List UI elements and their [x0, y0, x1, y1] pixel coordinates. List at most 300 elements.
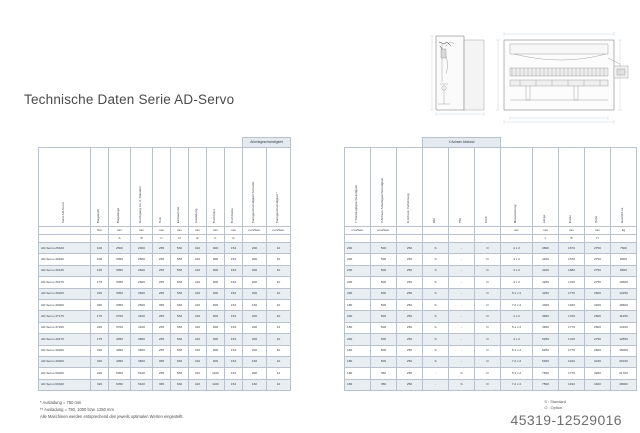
left_table-cell-r1-c10: 10: [267, 254, 291, 265]
right_table-cell-r5-c1: 500: [371, 299, 397, 310]
left_table-cell-r10-c10: 10: [267, 356, 291, 367]
left-letter-8: G: [225, 235, 243, 243]
left_table-cell-r6-c9: 200: [243, 311, 267, 322]
right_table-cell-r10-c5: O: [475, 356, 501, 367]
right-unit-1: mm/Sek.: [371, 227, 397, 235]
right_table-cell-r9-c10: 15000: [611, 345, 637, 356]
left_table-cell-r7-c10: 12: [267, 322, 291, 333]
right_table-cell-r6-c3: S: [423, 311, 449, 322]
left_table-cell-r0-c8: 154: [225, 243, 243, 254]
right_table-cell-r12-c9: 3460: [585, 379, 611, 390]
right_table-cell-r11-c5: O: [475, 368, 501, 379]
left_table-cell-r11-c8: 154: [225, 368, 243, 379]
table-row: [345, 322, 637, 333]
left-col-head-4: Hub: [153, 148, 171, 227]
table-row: [39, 265, 291, 276]
right_table-cell-r3-c0: 200: [345, 277, 371, 288]
right-col-head-1: X Achsen Arbeitsgeschwindigkeit: [371, 148, 397, 227]
right_table-cell-r11-c7: 7500: [533, 368, 559, 379]
table-row: [39, 277, 291, 288]
right_table-cell-r2-c6: 4 x 2: [501, 265, 533, 276]
right-letter-2: [397, 235, 423, 243]
right-unit-3: [423, 227, 449, 235]
right_table-cell-r6-c7: 4950: [533, 311, 559, 322]
left-unit-row: [39, 227, 291, 235]
right_table-cell-r10-c8: 1910: [559, 356, 585, 367]
left_table-cell-r12-c8: 154: [225, 379, 243, 390]
right_table-cell-r12-c8: 1910: [559, 379, 585, 390]
left_table-cell-r11-c0: AD-Servo 60220: [39, 368, 91, 379]
right_table-cell-r7-c4: -: [449, 322, 475, 333]
left_table-cell-r7-c7: 900: [207, 322, 225, 333]
table-row: [345, 265, 637, 276]
left_table-cell-r10-c1: 320: [91, 356, 109, 367]
right-letter-row: [345, 235, 637, 243]
left_table-cell-r6-c1: 175: [91, 311, 109, 322]
left_table-cell-r9-c10: 10: [267, 345, 291, 356]
left_table-cell-r7-c1: 220: [91, 322, 109, 333]
table-row: [39, 243, 291, 254]
left_table-cell-r8-c0: AD-Servo 40175: [39, 334, 91, 345]
right-letter-6: [501, 235, 533, 243]
left_table-cell-r2-c0: AD-Servo 30135: [39, 265, 91, 276]
table-row: [345, 356, 637, 367]
right_table-cell-r4-c4: -: [449, 288, 475, 299]
table-row: [345, 288, 637, 299]
left_table-cell-r9-c4: 265: [153, 345, 171, 356]
right-unit-0: mm/Sek.: [345, 227, 371, 235]
table-row: [345, 334, 637, 345]
left_table-cell-r7-c3: 3100: [131, 322, 153, 333]
left-letter-4: C: [153, 235, 171, 243]
right_table-cell-r11-c3: -: [423, 368, 449, 379]
right_table-cell-r0-c2: 250: [397, 243, 423, 254]
right_table-cell-r12-c0: 180: [345, 379, 371, 390]
right_table-cell-r8-c8: 1700: [559, 334, 585, 345]
right_table-cell-r8-c10: 12850: [611, 334, 637, 345]
left_table-cell-r5-c8: 154: [225, 299, 243, 310]
left_table-cell-r4-c8: 154: [225, 288, 243, 299]
left_table-cell-r5-c0: AD-Servo 30320: [39, 299, 91, 310]
right-letter-10: [611, 235, 637, 243]
left_table-cell-r8-c9: 200: [243, 334, 267, 345]
left_table-cell-r6-c10: 10: [267, 311, 291, 322]
left_table-cell-r10-c9: 160: [243, 356, 267, 367]
right_table-cell-r9-c2: 250: [397, 345, 423, 356]
page-title: Technische Daten Serie AD-Servo: [24, 92, 235, 107]
right_table-cell-r3-c10: 10600: [611, 277, 637, 288]
right_table-cell-r12-c5: O: [475, 379, 501, 390]
left_table-cell-r1-c2: 3050: [109, 254, 131, 265]
right_table-cell-r4-c1: 500: [371, 288, 397, 299]
left_table-cell-r5-c4: 365: [153, 299, 171, 310]
right_table-cell-r3-c8: 1700: [559, 277, 585, 288]
table-row: [39, 254, 291, 265]
table-row: [39, 288, 291, 299]
right_table-cell-r1-c4: -: [449, 254, 475, 265]
left_table-cell-r1-c3: 2600: [131, 254, 153, 265]
left-unit-10: mm/Sek.: [267, 227, 291, 235]
right-unit-2: [397, 227, 423, 235]
right-group-spacer-left: [345, 138, 423, 148]
right_table-cell-r3-c4: -: [449, 277, 475, 288]
left_table-cell-r1-c4: 265: [153, 254, 171, 265]
left_table-cell-r4-c10: 10: [267, 288, 291, 299]
right_table-cell-r0-c0: 200: [345, 243, 371, 254]
right_table-cell-r8-c4: -: [449, 334, 475, 345]
footnote-line-2: ** Ausladung = 750, 1000 bzw. 1250 mm: [40, 407, 114, 413]
footnote-line-3: Alle Maschinen werden entsprechend den jeweils optimalen Werten eingestellt.: [40, 414, 184, 420]
machine-drawing-svg: [424, 22, 636, 126]
left_table-cell-r3-c4: 265: [153, 277, 171, 288]
right_table-cell-r6-c9: 2800: [585, 311, 611, 322]
right_table-cell-r10-c4: -: [449, 356, 475, 367]
left_table-cell-r8-c4: 265: [153, 334, 171, 345]
right_table-cell-r3-c2: 250: [397, 277, 423, 288]
right-unit-row: [345, 227, 637, 235]
right_table-cell-r3-c1: 500: [371, 277, 397, 288]
right_table-cell-r11-c0: 180: [345, 368, 371, 379]
left_table-cell-r5-c1: 320: [91, 299, 109, 310]
table-row: [345, 379, 637, 390]
right_table-cell-r4-c6: 5.1 x 2: [501, 288, 533, 299]
right_table-cell-r5-c5: O: [475, 299, 501, 310]
left_table-cell-r11-c7: 1100: [207, 368, 225, 379]
right_table-cell-r6-c4: -: [449, 311, 475, 322]
left_table-cell-r7-c2: 3700: [109, 322, 131, 333]
left_table-cell-r11-c9: 200: [243, 368, 267, 379]
left_table-cell-r5-c9: 160: [243, 299, 267, 310]
right_table-cell-r1-c6: 4 x 2: [501, 254, 533, 265]
right_table-cell-r2-c0: 200: [345, 265, 371, 276]
right_table-cell-r1-c7: 4200: [533, 254, 559, 265]
left_table-cell-r4-c2: 3050: [109, 288, 131, 299]
left_table-cell-r2-c4: 265: [153, 265, 171, 276]
right_table-cell-r6-c6: 4 x 2: [501, 311, 533, 322]
left-letter-1: [91, 235, 109, 243]
right-letter-4: [449, 235, 475, 243]
left_table-cell-r12-c9: 160: [243, 379, 267, 390]
left-letter-2: A: [109, 235, 131, 243]
left_table-cell-r11-c2: 6050: [109, 368, 131, 379]
left_table-cell-r4-c0: AD-Servo 30220: [39, 288, 91, 299]
right_table-cell-r6-c5: O: [475, 311, 501, 322]
left_table-cell-r7-c9: 200: [243, 322, 267, 333]
left-unit-5: mm: [171, 227, 189, 235]
right_table-cell-r5-c4: -: [449, 299, 475, 310]
right-letter-7: L: [533, 235, 559, 243]
right_table-cell-r0-c4: -: [449, 243, 475, 254]
press-brake-technical-drawing: [424, 22, 636, 126]
right-unit-4: [449, 227, 475, 235]
left_table-cell-r8-c7: 900: [207, 334, 225, 345]
left_table-cell-r12-c1: 320: [91, 379, 109, 390]
right_table-cell-r8-c3: S: [423, 334, 449, 345]
left_table-cell-r3-c10: 10: [267, 277, 291, 288]
right_table-cell-r11-c1: 350: [371, 368, 397, 379]
right-col-head-3: 650: [423, 148, 449, 227]
right-letter-8: B: [559, 235, 585, 243]
right_table-cell-r8-c7: 5250: [533, 334, 559, 345]
right_table-cell-r3-c7: 4250: [533, 277, 559, 288]
left_table-cell-r3-c5: 530: [171, 277, 189, 288]
right_table-cell-r4-c8: 1770: [559, 288, 585, 299]
left-letter-5: D: [171, 235, 189, 243]
left-letter-3: B: [131, 235, 153, 243]
left_table-cell-r4-c3: 2600: [131, 288, 153, 299]
right_table-cell-r9-c3: S: [423, 345, 449, 356]
right-col-head-4: 750: [449, 148, 475, 227]
left-group-header-row: [39, 138, 291, 148]
right_table-cell-r3-c5: O: [475, 277, 501, 288]
left_table-cell-r0-c2: 2500: [109, 243, 131, 254]
right_table-cell-r1-c3: S: [423, 254, 449, 265]
table-row: [39, 322, 291, 333]
left_table-cell-r4-c6: 410: [189, 288, 207, 299]
right_table-cell-r4-c7: 4250: [533, 288, 559, 299]
left_table-cell-r9-c9: 200: [243, 345, 267, 356]
left_table-cell-r10-c6: 410: [189, 356, 207, 367]
right_table-cell-r0-c7: 3800: [533, 243, 559, 254]
right_table-cell-r7-c8: 1770: [559, 322, 585, 333]
right_table-cell-r0-c8: 1670: [559, 243, 585, 254]
right_table-cell-r8-c0: 200: [345, 334, 371, 345]
right-unit-6: kw: [501, 227, 533, 235]
right-col-head-2: R Achsen Verfahrweg: [397, 148, 423, 227]
right_table-cell-r12-c1: 350: [371, 379, 397, 390]
right_table-cell-r1-c2: 250: [397, 254, 423, 265]
right_table-cell-r8-c1: 500: [371, 334, 397, 345]
left-unit-4: mm: [153, 227, 171, 235]
legend: [544, 399, 566, 412]
left_table-cell-r3-c3: 2600: [131, 277, 153, 288]
right_table-cell-r4-c0: 200: [345, 288, 371, 299]
right_table-cell-r0-c9: 2750: [585, 243, 611, 254]
right_table-cell-r1-c9: 2750: [585, 254, 611, 265]
right_table-cell-r0-c6: 4 x 2: [501, 243, 533, 254]
right_table-cell-r7-c10: 14100: [611, 322, 637, 333]
left_table-cell-r2-c9: 200: [243, 265, 267, 276]
right_table-cell-r9-c0: 180: [345, 345, 371, 356]
left_table-cell-r6-c6: 410: [189, 311, 207, 322]
right_table-cell-r7-c0: 180: [345, 322, 371, 333]
right_table-cell-r5-c3: S: [423, 299, 449, 310]
right_table-cell-r1-c0: 200: [345, 254, 371, 265]
left_table-cell-r3-c2: 3050: [109, 277, 131, 288]
left_table-cell-r10-c8: 154: [225, 356, 243, 367]
left-col-head-1: Biegekraft: [91, 148, 109, 227]
right_table-cell-r5-c8: 1920: [559, 299, 585, 310]
right-letter-9: H: [585, 235, 611, 243]
right_table-cell-r7-c2: 250: [397, 322, 423, 333]
right-letter-1: [371, 235, 397, 243]
right_table-cell-r2-c10: 8600: [611, 265, 637, 276]
table-row: [345, 311, 637, 322]
right_table-cell-r1-c5: O: [475, 254, 501, 265]
right_table-cell-r9-c1: 500: [371, 345, 397, 356]
right_table-cell-r9-c4: -: [449, 345, 475, 356]
left_table-cell-r12-c6: 410: [189, 379, 207, 390]
right_table-cell-r12-c7: 7500: [533, 379, 559, 390]
right_table-cell-r0-c10: 7600: [611, 243, 637, 254]
left-letter-6: E: [189, 235, 207, 243]
left-letter-0: [39, 235, 91, 243]
right_table-cell-r12-c3: -: [423, 379, 449, 390]
right-col-head-6: Motorleistung: [501, 148, 533, 227]
left_table-cell-r2-c6: 410: [189, 265, 207, 276]
table-row: [39, 311, 291, 322]
left_table-cell-r2-c5: 530: [171, 265, 189, 276]
left_table-cell-r9-c7: 900: [207, 345, 225, 356]
right-letter-5: [475, 235, 501, 243]
left_table-cell-r10-c7: 900: [207, 356, 225, 367]
right_table-cell-r9-c7: 5250: [533, 345, 559, 356]
right_table-cell-r7-c7: 4950: [533, 322, 559, 333]
right_table-cell-r0-c1: 500: [371, 243, 397, 254]
right_table-cell-r2-c2: 250: [397, 265, 423, 276]
left_table-cell-r5-c6: 410: [189, 299, 207, 310]
right_table-cell-r4-c10: 12250: [611, 288, 637, 299]
right_table-cell-r9-c5: O: [475, 345, 501, 356]
left-col-head-6: Ausladung: [189, 148, 207, 227]
right-col-head-10: Gewicht ca.: [611, 148, 637, 227]
table-row: [39, 356, 291, 367]
right_table-cell-r12-c2: 250: [397, 379, 423, 390]
right_table-cell-r8-c6: 4 x 2: [501, 334, 533, 345]
right_table-cell-r2-c5: O: [475, 265, 501, 276]
left_table-cell-r4-c9: 200: [243, 288, 267, 299]
right_table-cell-r10-c1: 500: [371, 356, 397, 367]
right_table-cell-r2-c4: -: [449, 265, 475, 276]
right_table-cell-r7-c6: 5.1 x 2: [501, 322, 533, 333]
right_table-cell-r4-c3: S: [423, 288, 449, 299]
left_table-cell-r3-c0: AD-Servo 30175: [39, 277, 91, 288]
left_table-cell-r8-c6: 410: [189, 334, 207, 345]
left_table-cell-r1-c7: 900: [207, 254, 225, 265]
right_table-cell-r4-c5: O: [475, 288, 501, 299]
left-group-spacer: [39, 138, 243, 148]
left_table-cell-r9-c8: 154: [225, 345, 243, 356]
left_table-cell-r0-c9: 200: [243, 243, 267, 254]
right-vertical-header-row: [345, 148, 637, 227]
right-unit-10: kg: [611, 227, 637, 235]
right_table-cell-r6-c10: 11250: [611, 311, 637, 322]
left_table-cell-r9-c1: 220: [91, 345, 109, 356]
right_table-cell-r5-c7: 4300: [533, 299, 559, 310]
left_table-cell-r12-c10: 10: [267, 379, 291, 390]
left_table-cell-r10-c3: 3600: [131, 356, 153, 367]
left_table-cell-r2-c3: 2600: [131, 265, 153, 276]
left_table-cell-r4-c1: 220: [91, 288, 109, 299]
right_table-cell-r8-c9: 2750: [585, 334, 611, 345]
table-row: [345, 277, 637, 288]
right_table-cell-r6-c0: 200: [345, 311, 371, 322]
right-group-header-x-achsen-abstand: X Achsen Abstand: [423, 138, 501, 148]
left_table-cell-r0-c7: 900: [207, 243, 225, 254]
left_table-cell-r0-c0: AD-Servo 25100: [39, 243, 91, 254]
right_table-cell-r12-c4: S: [449, 379, 475, 390]
left_table-cell-r3-c1: 175: [91, 277, 109, 288]
technical-data-table-left: [38, 137, 291, 391]
left_table-cell-r10-c2: 4050: [109, 356, 131, 367]
right_table-cell-r2-c8: 1680: [559, 265, 585, 276]
legend-option: O : Option: [544, 405, 563, 411]
left_table-cell-r11-c1: 220: [91, 368, 109, 379]
left_table-cell-r10-c0: AD-Servo 40320: [39, 356, 91, 367]
left-unit-6: mm: [189, 227, 207, 235]
right_table-cell-r11-c8: 1770: [559, 368, 585, 379]
right_table-cell-r11-c4: S: [449, 368, 475, 379]
left-col-head-2: Biegelänge: [109, 148, 131, 227]
left_table-cell-r4-c5: 530: [171, 288, 189, 299]
left_table-cell-r11-c10: 12: [267, 368, 291, 379]
left_table-cell-r12-c4: 365: [153, 379, 171, 390]
right_table-cell-r12-c10: 28000: [611, 379, 637, 390]
right_table-cell-r10-c6: 7.2 x 2: [501, 356, 533, 367]
right_table-cell-r5-c6: 7.2 x 2: [501, 299, 533, 310]
left_table-cell-r2-c10: 10: [267, 265, 291, 276]
legend-standard: S : Standard: [544, 399, 566, 404]
left_table-cell-r9-c0: AD-Servo 40220: [39, 345, 91, 356]
left-unit-0: [39, 227, 91, 235]
left_table-cell-r7-c0: AD-Servo 37220: [39, 322, 91, 333]
left_table-cell-r9-c2: 4050: [109, 345, 131, 356]
right-col-head-9: Höhe: [585, 148, 611, 227]
right_table-cell-r5-c2: 250: [397, 299, 423, 310]
left-unit-3: mm: [131, 227, 153, 235]
right_table-cell-r10-c10: 20100: [611, 356, 637, 367]
right-unit-9: mm: [585, 227, 611, 235]
left-col-head-9: Senkgeschwindigkeit Schnelle: [243, 148, 267, 227]
left-letter-10: [267, 235, 291, 243]
left_table-cell-r7-c8: 154: [225, 322, 243, 333]
watermark-code: 45319-12529016: [510, 412, 622, 428]
left_table-cell-r11-c3: 5100: [131, 368, 153, 379]
right-letter-3: [423, 235, 449, 243]
right_table-cell-r2-c3: S: [423, 265, 449, 276]
left-col-head-3: Durchgang zw. d. Ständern: [131, 148, 153, 227]
footnotes: [40, 399, 184, 420]
table-row: [39, 299, 291, 310]
right_table-cell-r8-c5: O: [475, 334, 501, 345]
left_table-cell-r4-c7: 900: [207, 288, 225, 299]
left_table-cell-r1-c8: 154: [225, 254, 243, 265]
table-row: [39, 368, 291, 379]
right_table-cell-r0-c3: S: [423, 243, 449, 254]
right-group-spacer-right: [501, 138, 637, 148]
right_table-cell-r1-c10: 8000: [611, 254, 637, 265]
left_table-cell-r7-c5: 530: [171, 322, 189, 333]
left-unit-9: mm/Sek.: [243, 227, 267, 235]
table-row: [39, 379, 291, 390]
right_table-cell-r7-c1: 500: [371, 322, 397, 333]
left-col-head-0: Serie AD-Servo: [39, 148, 91, 227]
table-row: [345, 243, 637, 254]
right_table-cell-r3-c9: 2750: [585, 277, 611, 288]
left_table-cell-r5-c3: 2600: [131, 299, 153, 310]
right_table-cell-r10-c0: 180: [345, 356, 371, 367]
left_table-cell-r6-c4: 265: [153, 311, 171, 322]
left_table-cell-r9-c6: 410: [189, 345, 207, 356]
left-letter-7: F: [207, 235, 225, 243]
right_table-cell-r6-c2: 250: [397, 311, 423, 322]
right_table-cell-r10-c9: 3230: [585, 356, 611, 367]
right-table-body: [345, 243, 637, 391]
right_table-cell-r11-c10: 21700: [611, 368, 637, 379]
right_table-cell-r2-c7: 4200: [533, 265, 559, 276]
left_table-cell-r2-c2: 3050: [109, 265, 131, 276]
left_table-cell-r8-c5: 530: [171, 334, 189, 345]
